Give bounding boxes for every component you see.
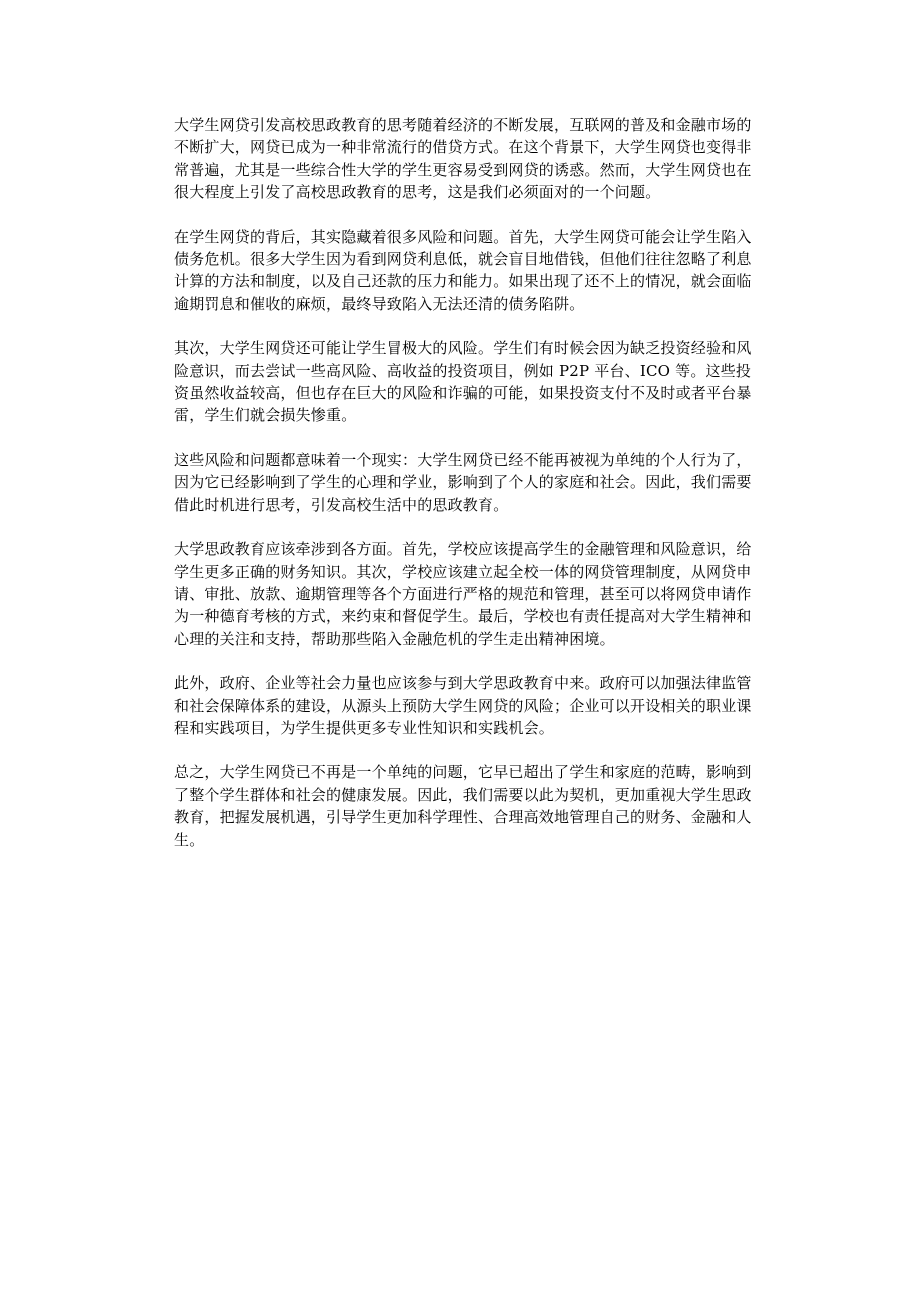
paragraph-investment-risk: 其次，大学生网贷还可能让学生冒极大的风险。学生们有时候会因为缺乏投资经验和风险意识，而去尝试一些高风险、高收益的投资项目，例如 P2P 平台、ICO 等。这些投资虽然收益较高，但也存在巨大的风险和诈骗的可能，如果投资支付不及时或者平台暴雷，学生们就会损失惨重。	[174, 339, 752, 425]
paragraph-school-measures: 大学思政教育应该牵涉到各方面。首先，学校应该提高学生的金融管理和风险意识，给学生更多正确的财务知识。其次，学校应该建立起全校一体的网贷管理制度，从网贷申请、审批、放款、逾期管理等各个方面进行严格的规范和管理，甚至可以将网贷申请作为一种德育考核的方式，来约束和督促学生。最后，学校也有责任提高对大学生精神和心理的关注和支持，帮助那些陷入金融危机的学生走出精神困境。	[174, 540, 752, 648]
paragraph-society-role: 此外，政府、企业等社会力量也应该参与到大学思政教育中来。政府可以加强法律监管和社会保障体系的建设，从源头上预防大学生网贷的风险；企业可以开设相关的职业课程和实践项目，为学生提供更多专业性知识和实践机会。	[174, 674, 752, 737]
paragraph-reality: 这些风险和问题都意味着一个现实：大学生网贷已经不能再被视为单纯的个人行为了，因为它已经影响到了学生的心理和学业，影响到了个人的家庭和社会。因此，我们需要借此时机进行思考，引发高校生活中的思政教育。	[174, 450, 752, 514]
paragraph-debt-risk: 在学生网贷的背后，其实隐藏着很多风险和问题。首先，大学生网贷可能会让学生陷入债务危机。很多大学生因为看到网贷利息低，就会盲目地借钱，但他们往往忽略了利息计算的方法和制度，以及自己还款的压力和能力。如果出现了还不上的情况，就会面临逾期罚息和催收的麻烦，最终导致陷入无法还清的债务陷阱。	[174, 227, 752, 313]
document-body	[174, 114, 756, 873]
paragraph-conclusion: 总之，大学生网贷已不再是一个单纯的问题，它早已超出了学生和家庭的范畴，影响到了整个学生群体和社会的健康发展。因此，我们需要以此为契机，更加重视大学生思政教育，把握发展机遇，引导学生更加科学理性、合理高效地管理自己的财务、金融和人生。	[174, 763, 752, 849]
paragraph-intro: 大学生网贷引发高校思政教育的思考随着经济的不断发展，互联网的普及和金融市场的不断扩大，网贷已成为一种非常流行的借贷方式。在这个背景下，大学生网贷也变得非常普遍，尤其是一些综合性大学的学生更容易受到网贷的诱惑。然而，大学生网贷也在很大程度上引发了高校思政教育的思考，这是我们必须面对的一个问题。	[174, 116, 752, 202]
